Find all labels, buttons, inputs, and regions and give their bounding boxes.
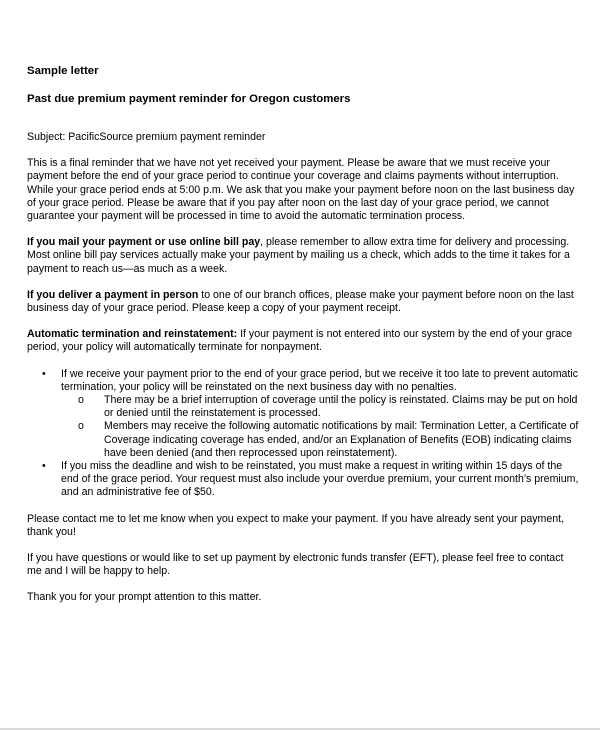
circle-bullet-icon: o bbox=[78, 420, 84, 433]
list-item bbox=[61, 394, 579, 420]
circle-bullet-icon: o bbox=[78, 394, 84, 407]
termination-text: If your payment is not entered into our system by the end of your grace period, your policy will automatically terminate for nonpayment. bbox=[27, 328, 573, 354]
subject-line: Subject: PacificSource premium payment reminder bbox=[27, 131, 266, 143]
termination-bullet-list bbox=[27, 368, 579, 500]
sub-bullet-list bbox=[61, 394, 579, 460]
list-item bbox=[27, 368, 579, 460]
reinstatement-bullet-text: If you miss the deadline and wish to be reinstated, you must make a request in writing within 15 days of the end of the grace period. Your request must also include your overdue premium, your current month’s premium, and an administrative fee of $50. bbox=[61, 460, 579, 499]
termination-heading: Automatic termination and reinstatement: bbox=[27, 328, 238, 341]
contact-paragraph: Please contact me to let me know when you expect to make your payment. If you have already sent your payment, thank you! bbox=[27, 512, 565, 538]
mail-payment-heading: If you mail your payment or use online bill pay bbox=[27, 236, 261, 249]
mail-payment-text: , please remember to allow extra time for delivery and processing. Most online bill pay services actually make your payment by mailing us a check, which adds to the time it takes for a payment to reach us—as much as a week. bbox=[27, 236, 570, 275]
list-item bbox=[61, 420, 579, 460]
in-person-heading: If you deliver a payment in person bbox=[27, 288, 199, 301]
late-payment-bullet-text: If we receive your payment prior to the end of your grace period, but we receive it too late to prevent automatic termination, your policy will be reinstated on the next business day with no penalties. bbox=[61, 367, 579, 393]
letter-body bbox=[27, 64, 579, 605]
closing-paragraph: Thank you for your prompt attention to this matter. bbox=[27, 591, 262, 604]
in-person-text: to one of our branch offices, please make your payment before noon on the last business day of your grace period. Please keep a copy of your payment receipt. bbox=[27, 288, 574, 315]
list-item bbox=[27, 460, 579, 500]
bullet-icon: • bbox=[42, 367, 46, 380]
interruption-sub-bullet-text: There may be a brief interruption of coverage until the policy is reinstated. Claims may be put on hold or denied until the reinstatement is processed. bbox=[104, 394, 578, 420]
mail-payment-paragraph bbox=[27, 236, 579, 276]
eft-paragraph: If you have questions or would like to set up payment by electronic funds transfer (EFT), please feel free to contact me and I will be happy to help. bbox=[27, 552, 564, 578]
document-subtitle: Past due premium payment reminder for Oregon customers bbox=[27, 93, 351, 105]
termination-paragraph bbox=[27, 328, 579, 354]
notifications-sub-bullet-text: Members may receive the following automatic notifications by mail: Termination Letter, a Certificate of Coverage indicating coverage has ended, and/or an Explanation of Benefits (EOB) indicating claims have been denied (and then reprocessed upon reinstatement). bbox=[104, 420, 579, 459]
final-reminder-paragraph: This is a final reminder that we have not yet received your payment. Please be aware that we must receive your payment before the end of your grace period to continue your coverage and claims payments without interruption. While your grace period ends at 5:00 p.m. We ask that you make your payment before noon on the last business day of your grace period. Please be aware that if you pay after noon on the last day of your grace period, we cannot guarantee your payment will be processed in time to avoid the automatic termination process. bbox=[27, 157, 575, 223]
bullet-icon: • bbox=[42, 460, 46, 473]
in-person-paragraph bbox=[27, 289, 579, 315]
document-title: Sample letter bbox=[27, 65, 99, 77]
